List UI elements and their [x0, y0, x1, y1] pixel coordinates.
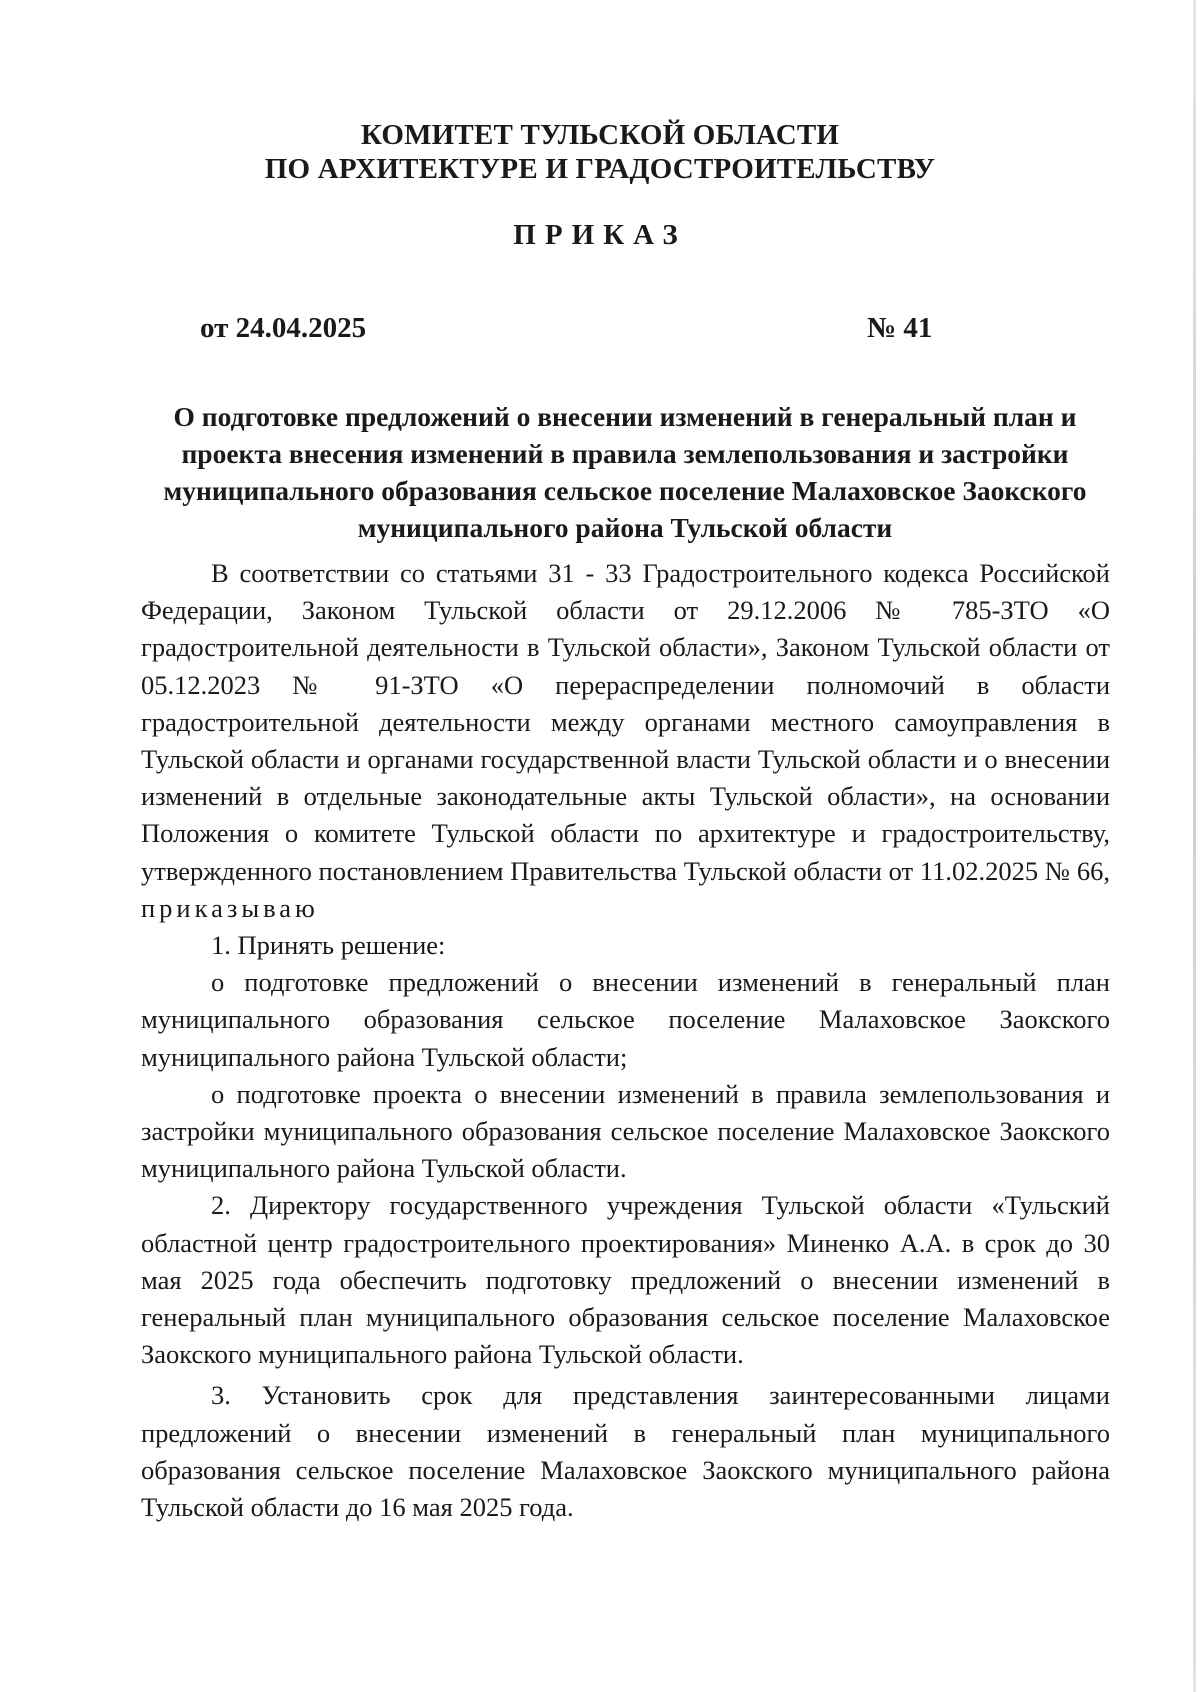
committee-line-2: ПО АРХИТЕКТУРЕ И ГРАДОСТРОИТЕЛЬСТВУ — [264, 153, 936, 185]
item-1: 1. Принять решение: — [211, 930, 446, 961]
order-word: приказываю — [141, 892, 319, 923]
document-date: от 24.04.2025 — [200, 312, 367, 344]
scan-edge-line — [1193, 0, 1196, 1692]
committee-line-1: КОМИТЕТ ТУЛЬСКОЙ ОБЛАСТИ — [360, 119, 840, 151]
item-1-a: о подготовке предложений о внесении изменений в генеральный план муниципального образования сельское поселение Малаховское Заокского муниципального района Тульской области; — [141, 967, 1110, 1072]
subject-line-3: муниципального образования сельское поселение Малаховское Заокского — [163, 475, 1087, 506]
item-2: 2. Директору государственного учреждения Тульской области «Тульский областной центр градостроительного проектирования» Миненко А.А. в срок до 30 мая 2025 года обеспечить подготовку предложений о внесении изменений в генеральный план муниципального образования сельское поселение Малаховское Заокского муниципального района Тульской области. — [141, 1190, 1110, 1370]
subject-line-2: проекта внесения изменений в правила землепользования и застройки — [181, 438, 1069, 469]
document-number: № 41 — [867, 312, 933, 344]
subject-line-1: О подготовке предложений о внесении изменений в генеральный план и — [173, 401, 1077, 432]
item-3: 3. Установить срок для представления заинтересованными лицами предложений о внесении изменений в генеральный план муниципального образования сельское поселение Малаховское Заокского муниципального района Тульской области до 16 мая 2025 года. — [141, 1380, 1110, 1523]
committee-heading — [0, 118, 1200, 186]
preamble-paragraph — [141, 555, 1110, 927]
item-1-b: о подготовке проекта о внесении изменений в правила землепользования и застройки муниципального образования сельское поселение Малаховское Заокского муниципального района Тульской области. — [141, 1078, 1110, 1184]
preamble-text: В соответствии со статьями 31 - 33 Градостроительного кодекса Российской Федерации, Законом Тульской области от 29.12.2006 № 785-ЗТО «О градостроительной деятельности в Тульской области», Законом Тульской области от 05.12.2023 № 91-ЗТО «О перераспределении полномочий в области градостроительной деятельности между органами местного самоуправления в Тульской области и органами государственной власти Тульской области и о внесении изменений в отдельные законодательные акты Тульской области», на основании Положения о комитете Тульской области по архитектуре и градостроительству, утвержденного постановлением Правительства Тульской области от 11.02.2025 № 66, — [141, 558, 1110, 886]
document-subject — [140, 398, 1110, 546]
document-body — [141, 555, 1110, 1526]
subject-line-4: муниципального района Тульской области — [357, 512, 893, 543]
document-type-title: ПРИКАЗ — [513, 219, 687, 251]
